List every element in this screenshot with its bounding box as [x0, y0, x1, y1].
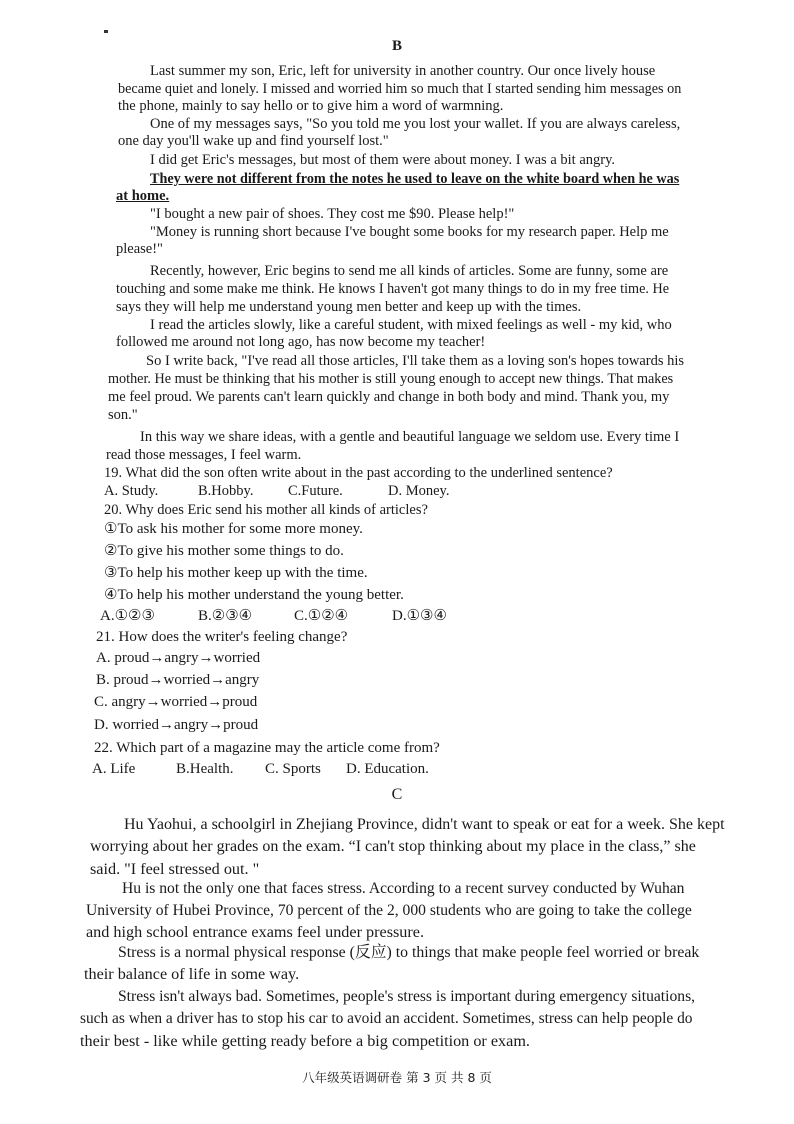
passage-line: I did get Eric's messages, but most of them were about money. I was a bit angry. — [150, 152, 616, 168]
q22-option-b: B.Health. — [176, 761, 234, 777]
q20-item-2: ②To give his mother some things to do. — [104, 543, 344, 559]
passage-line: worrying about her grades on the exam. “I can't stop thinking about my place in the class,” she — [90, 838, 696, 855]
q19-option-b: B.Hobby. — [198, 483, 254, 499]
q19-option-c: C.Future. — [288, 483, 343, 499]
q21-option-d: D. worried→angry→proud — [94, 717, 259, 733]
passage-line: me feel proud. We parents can't learn quickly and change in both body and mind. Thank you, my — [108, 389, 670, 405]
underlined-sentence: They were not different from the notes he used to leave on the white board when he was — [150, 171, 680, 187]
passage-line: mother. He must be thinking that his mother is still young enough to accept new things. That makes — [108, 371, 674, 387]
passage-line: said. "I feel stressed out. " — [90, 860, 260, 878]
passage-line: In this way we share ideas, with a gentle and beautiful language we seldom use. Every time I — [140, 429, 680, 445]
passage-line: read those messages, I feel warm. — [106, 447, 302, 463]
question-21-stem: 21. How does the writer's feeling change? — [96, 629, 348, 645]
q20-option-d: D.①③④ — [392, 608, 447, 624]
passage-line: Hu is not the only one that faces stress. According to a recent survey conducted by Wuhan — [122, 880, 685, 897]
passage-line: followed me around not long ago, has now become my teacher! — [116, 334, 486, 350]
question-22-stem: 22. Which part of a magazine may the article come from? — [94, 740, 440, 756]
passage-line: Hu Yaohui, a schoolgirl in Zhejiang Province, didn't want to speak or eat for a week. She kept — [124, 816, 725, 833]
passage-line: Recently, however, Eric begins to send me all kinds of articles. Some are funny, some are — [150, 263, 669, 279]
passage-line: One of my messages says, "So you told me you lost your wallet. If you are always careless, — [150, 116, 681, 132]
q20-option-c: C.①②④ — [294, 608, 349, 624]
section-c-heading: C — [391, 786, 403, 803]
scan-mark — [104, 30, 108, 33]
passage-line: one day you'll wake up and find yourself lost." — [118, 133, 389, 149]
q22-option-a: A. Life — [92, 761, 136, 777]
passage-line: Last summer my son, Eric, left for university in another country. Our once lively house — [150, 63, 656, 79]
passage-line: their balance of life in some way. — [84, 965, 300, 983]
passage-line: the phone, mainly to say hello or to give him a word of warmning. — [118, 98, 504, 114]
passage-line: such as when a driver has to stop his car to avoid an accident. Sometimes, stress can help people do — [80, 1010, 693, 1027]
q21-option-a: A. proud→angry→worried — [96, 650, 261, 666]
q20-item-3: ③To help his mother keep up with the time. — [104, 565, 368, 581]
passage-line: please!" — [116, 241, 163, 257]
underlined-sentence: at home. — [116, 188, 170, 204]
q20-option-a: A.①②③ — [100, 608, 155, 624]
passage-line: Stress is a normal physical response (反应) to things that make people feel worried or break — [118, 944, 700, 961]
passage-line: son." — [108, 407, 138, 423]
q21-option-c: C. angry→worried→proud — [94, 694, 258, 710]
passage-line: University of Hubei Province, 70 percent of the 2, 000 students who are going to take the college — [86, 902, 692, 919]
passage-line: says they will help me understand young men better and keep up with the times. — [116, 299, 582, 315]
passage-line: I read the articles slowly, like a careful student, with mixed feelings as well - my kid, who — [150, 317, 672, 333]
q19-option-a: A. Study. — [104, 483, 159, 499]
passage-line: became quiet and lonely. I missed and worried him so much that I started sending him messages on — [118, 81, 682, 97]
passage-line: Stress isn't always bad. Sometimes, people's stress is important during emergency situations, — [118, 988, 696, 1005]
passage-line: and high school entrance exams feel under pressure. — [86, 923, 425, 941]
question-19-stem: 19. What did the son often write about in the past according to the underlined sentence? — [104, 465, 613, 481]
passage-line: touching and some make me think. He knows I haven't got many things to do in my free time. He — [116, 281, 670, 297]
q22-option-c: C. Sports — [265, 761, 321, 777]
passage-line: "Money is running short because I've bought some books for my research paper. Help me — [150, 224, 669, 240]
passage-line: their best - like while getting ready before a big competition or exam. — [80, 1032, 530, 1050]
q20-option-b: B.②③④ — [198, 608, 253, 624]
q21-option-b: B. proud→worried→angry — [96, 672, 260, 688]
q20-item-1: ①To ask his mother for some more money. — [104, 521, 363, 537]
q22-option-d: D. Education. — [346, 761, 429, 777]
question-20-stem: 20. Why does Eric send his mother all kinds of articles? — [104, 502, 428, 518]
q19-option-d: D. Money. — [388, 483, 450, 499]
section-b-heading: B — [391, 38, 402, 54]
q20-item-4: ④To help his mother understand the young better. — [104, 587, 404, 603]
page-footer: 八年级英语调研卷 第 3 页 共 8 页 — [302, 1070, 492, 1085]
passage-line: So I write back, "I've read all those articles, I'll take them as a loving son's hopes towards his — [146, 353, 685, 369]
passage-line: "I bought a new pair of shoes. They cost me $90. Please help!" — [150, 206, 515, 222]
